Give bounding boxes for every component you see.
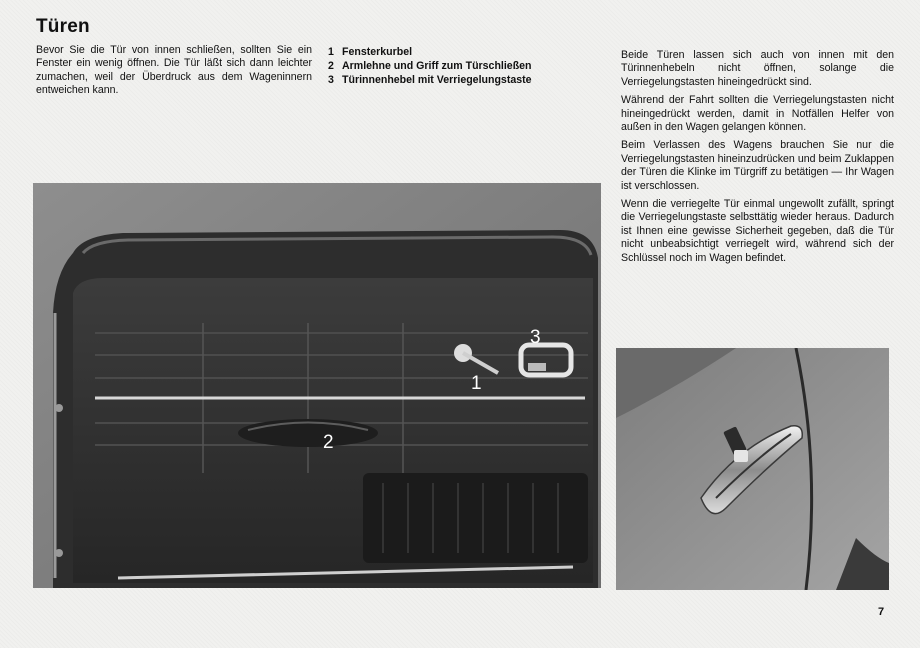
body-paragraph: Beim Verlassen des Wagens brauchen Sie nur die Verriegelungstasten hineinzudrücken und beim Zuklappen der Türen die Klinke im Türgriff zu betätigen — Ihr Wagen ist verschlossen. [621, 139, 894, 192]
callout-label-3: 3 [530, 327, 541, 348]
legend-list [328, 46, 568, 87]
legend-label: Armlehne und Griff zum Türschließen [342, 59, 532, 72]
page-number: 7 [878, 606, 885, 618]
callout-label-2: 2 [323, 432, 334, 453]
legend-label: Türinnenhebel mit Verriegelungstaste [342, 73, 532, 86]
legend-item [328, 74, 568, 88]
intro-paragraph: Bevor Sie die Tür von innen schließen, sollten Sie ein Fenster ein wenig öffnen. Die Tür läßt sich dann leichter zumachen, weil der Überdruck aus dem Wageninnern entweichen kann. [36, 44, 312, 97]
door-handle-photo [616, 348, 889, 590]
legend-label: Fensterkurbel [342, 46, 413, 58]
door-interior-photo [33, 183, 601, 588]
callout-label-1: 1 [471, 373, 482, 394]
legend-number: 2 [328, 59, 334, 72]
body-paragraph: Wenn die verriegelte Tür einmal ungewollt zufällt, springt die Verriegelungstaste selbsttätig wieder heraus. Dadurch ist Ihnen eine gewisse Sicherheit gegeben, daß die Tür nicht unbeabsichtigt verriegelt wird, während sich der Schlüssel noch im Wagen befindet. [621, 198, 894, 264]
legend-item [328, 60, 568, 74]
legend-number: 1 [328, 46, 334, 58]
door-panel-illustration [33, 183, 601, 588]
page-title: Türen [36, 16, 90, 37]
legend-item [328, 46, 568, 60]
body-paragraph: Beide Türen lassen sich auch von innen mit den Türinnenhebeln nicht öffnen, solange die Verriegelungstasten hineingedrückt sind. [621, 49, 894, 88]
body-paragraph: Während der Fahrt sollten die Verriegelungstasten nicht hineingedrückt werden, damit in Notfällen Helfer von außen in den Wagen gelangen können. [621, 94, 894, 134]
right-text-column [621, 49, 894, 270]
door-handle-illustration [616, 348, 889, 590]
legend-number: 3 [328, 73, 334, 86]
